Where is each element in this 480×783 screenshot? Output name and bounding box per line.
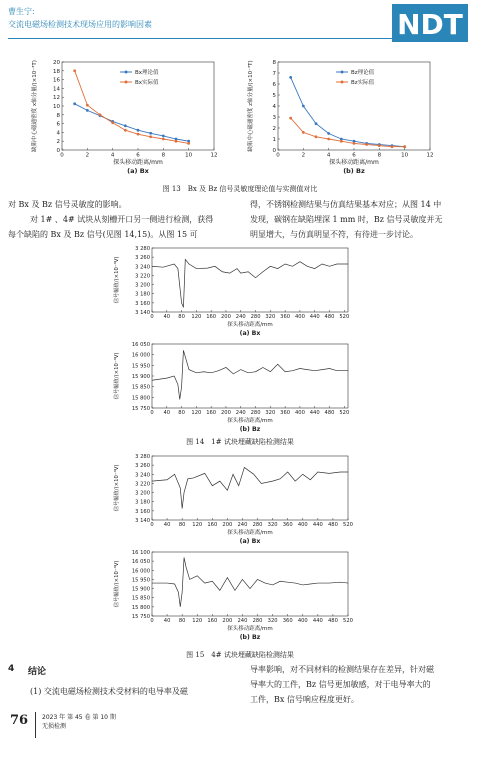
- plot-frame: [152, 456, 348, 520]
- series-line-2: [291, 118, 405, 147]
- x-tick-label: 0: [150, 314, 154, 321]
- x-tick-label: 240: [235, 410, 246, 417]
- data-point: [175, 140, 178, 143]
- x-tick-label: 80: [178, 314, 185, 321]
- body-right-1: 得，不锈钢检测结果与仿真结果基本对应；从图 14 中: [250, 200, 442, 209]
- y-tick-label: 4: [56, 130, 60, 137]
- x-tick-label: 480: [327, 618, 338, 625]
- x-tick-label: 40: [163, 410, 171, 417]
- y-tick-label: 15 750: [131, 614, 150, 620]
- x-tick-label: 240: [237, 522, 248, 529]
- data-point: [327, 132, 330, 135]
- x-tick-label: 480: [327, 522, 338, 529]
- y-tick-label: 16 100: [131, 550, 150, 556]
- y-tick-label: 7: [272, 71, 276, 77]
- x-tick-label: 10: [401, 152, 409, 159]
- x-tick-label: 400: [294, 410, 305, 417]
- plot-frame: [152, 344, 348, 408]
- y-tick-label: 6: [56, 121, 60, 128]
- x-tick-label: 320: [265, 410, 276, 417]
- x-tick-label: 400: [294, 314, 305, 321]
- x-tick-label: 440: [312, 522, 323, 529]
- x-tick-label: 360: [280, 314, 291, 321]
- y-axis-label: 信号幅值/(×10⁻⁴V): [114, 464, 120, 512]
- figure-15: [110, 452, 370, 646]
- data-point: [315, 122, 318, 125]
- x-tick-label: 12: [210, 152, 218, 159]
- subfigure-label: (b) Bz: [239, 634, 261, 641]
- x-tick-label: 200: [221, 314, 231, 321]
- x-tick-label: 320: [265, 314, 276, 321]
- x-axis-label: 探头移动距离/mm: [227, 530, 273, 536]
- x-tick-label: 120: [192, 618, 203, 625]
- x-tick-label: 2: [301, 152, 306, 159]
- x-tick-label: 160: [206, 314, 217, 321]
- y-tick-label: 3 220: [135, 481, 150, 488]
- body-left-p2a: 对 1# 、4# 试块从刻槽开口另一侧进行检测，获得: [30, 215, 214, 224]
- x-tick-label: 240: [237, 618, 248, 625]
- x-tick-label: 160: [207, 618, 218, 625]
- data-point: [391, 145, 394, 148]
- body-right-3: 明显增大，与仿真明显不符，有待进一步讨论。: [250, 230, 418, 239]
- x-tick-label: 320: [267, 522, 278, 529]
- x-tick-label: 200: [221, 410, 231, 417]
- figure-13: [20, 58, 460, 178]
- x-tick-label: 440: [309, 410, 320, 417]
- y-tick-label: 3 160: [135, 300, 150, 307]
- body-left-p2b: 每个缺陷的 Bx 及 Bz 信号(见图 14,15)。从图 15 可: [8, 230, 198, 239]
- y-tick-label: 8: [272, 60, 276, 66]
- legend-label: Bz实际值: [351, 80, 375, 86]
- x-tick-label: 12: [426, 152, 434, 159]
- legend-label: Bz理论值: [351, 70, 375, 76]
- legend-marker: [125, 81, 128, 84]
- x-tick-label: 360: [280, 410, 291, 417]
- y-axis-label: 缺陷中心磁通密度 x轴分量/(×10⁻³T): [32, 60, 38, 152]
- data-point: [149, 135, 152, 138]
- y-tick-label: 3 140: [135, 310, 150, 316]
- y-tick-label: 3 240: [135, 264, 150, 271]
- data-point: [302, 105, 305, 108]
- x-tick-label: 4: [326, 152, 331, 159]
- y-tick-label: 3: [272, 115, 276, 121]
- footer-issue: 2023 年 第 45 卷 第 10 期: [42, 714, 116, 721]
- x-axis-label: 探头移动距离/mm: [329, 159, 379, 166]
- y-tick-label: 15 800: [131, 604, 150, 611]
- x-tick-label: 0: [150, 410, 154, 417]
- y-tick-label: 3 180: [135, 499, 150, 506]
- y-axis-label: 信号幅值/(×10⁻⁴V): [114, 352, 120, 400]
- x-tick-label: 400: [297, 522, 308, 529]
- series-line-1: [152, 259, 348, 307]
- y-axis-label: 信号幅值/(×10⁻⁴V): [114, 256, 120, 304]
- subfigure-label: (b) Bz: [239, 426, 261, 432]
- data-point: [340, 140, 343, 143]
- legend-marker: [341, 81, 344, 84]
- y-tick-label: 16 000: [131, 568, 150, 575]
- y-tick-label: 16 050: [131, 342, 150, 348]
- data-point: [124, 124, 127, 127]
- data-point: [73, 69, 76, 72]
- x-tick-label: 8: [161, 152, 166, 159]
- data-point: [289, 76, 292, 79]
- data-point: [187, 142, 190, 145]
- conclusion-right-1: 导率影响，对不同材料的检测结果存在差异，针对磁: [250, 665, 434, 674]
- series-line-1: [152, 557, 348, 606]
- y-tick-label: 3 200: [135, 282, 150, 289]
- y-tick-label: 3 180: [135, 291, 150, 298]
- series-line-1: [152, 467, 348, 508]
- header-rule: [8, 38, 392, 39]
- footer-info: [42, 713, 116, 731]
- data-point: [99, 113, 102, 116]
- series-line-1: [152, 350, 348, 399]
- data-point: [403, 145, 406, 148]
- x-tick-label: 0: [150, 618, 154, 625]
- ndt-logo: [392, 4, 468, 42]
- y-tick-label: 12: [53, 95, 60, 102]
- y-tick-label: 15 900: [131, 586, 150, 593]
- x-tick-label: 80: [178, 410, 185, 417]
- data-point: [86, 109, 89, 112]
- footer-divider: [35, 712, 36, 738]
- x-tick-label: 320: [267, 618, 278, 625]
- conclusion-right-2: 导率大的工件，Bz 信号更加敏感，对于电导率大的: [250, 680, 431, 689]
- legend-marker: [341, 71, 344, 74]
- x-tick-label: 440: [309, 314, 320, 321]
- subfigure-label: (a) Bx: [239, 538, 261, 545]
- y-tick-label: 0: [56, 148, 60, 154]
- figure-14: [110, 244, 370, 432]
- y-tick-label: 3 260: [135, 463, 150, 470]
- y-tick-label: 8: [56, 112, 60, 119]
- y-tick-label: 1: [272, 137, 276, 143]
- body-right-2: 发现，碳钢在缺陷埋深 1 mm 时，Bz 信号灵敏度并无: [250, 215, 443, 224]
- x-tick-label: 160: [206, 410, 217, 417]
- x-tick-label: 120: [191, 314, 202, 321]
- section-title: 结论: [28, 667, 47, 677]
- x-tick-label: 200: [222, 522, 233, 529]
- data-point: [73, 102, 76, 105]
- x-tick-label: 6: [352, 152, 356, 159]
- x-tick-label: 280: [250, 410, 261, 417]
- svg-text:NDT: NDT: [397, 8, 463, 41]
- x-tick-label: 0: [150, 522, 154, 529]
- x-tick-label: 360: [282, 618, 293, 625]
- y-tick-label: 16 000: [131, 352, 150, 359]
- x-tick-label: 4: [110, 152, 115, 159]
- y-tick-label: 20: [53, 60, 60, 66]
- y-tick-label: 3 140: [135, 518, 150, 524]
- data-point: [302, 131, 305, 134]
- x-tick-label: 8: [377, 152, 382, 159]
- y-axis-label: 缺陷中心磁通密度 z轴分量/(×10⁻³T): [248, 60, 254, 152]
- x-tick-label: 120: [191, 410, 202, 417]
- data-point: [124, 129, 127, 132]
- y-tick-label: 15 950: [131, 363, 150, 370]
- legend-label: Bx理论值: [135, 70, 159, 76]
- data-point: [289, 117, 292, 120]
- x-tick-label: 0: [276, 152, 280, 159]
- legend-label: Bx实际值: [135, 80, 159, 86]
- x-tick-label: 280: [252, 522, 263, 529]
- x-tick-label: 120: [192, 522, 203, 529]
- y-tick-label: 15 800: [131, 395, 150, 402]
- x-tick-label: 40: [163, 618, 171, 625]
- x-tick-label: 440: [312, 618, 323, 625]
- y-tick-label: 3 220: [135, 273, 150, 280]
- section-number: 4: [8, 664, 15, 674]
- x-axis-label: 探头移动距离/mm: [113, 159, 163, 166]
- x-axis-label: 探头移动距离/mm: [227, 418, 273, 424]
- y-tick-label: 15 950: [131, 577, 150, 584]
- y-tick-label: 15 900: [131, 374, 150, 380]
- x-tick-label: 520: [343, 522, 353, 529]
- data-point: [86, 104, 89, 107]
- x-tick-label: 10: [185, 152, 193, 159]
- x-tick-label: 480: [324, 314, 335, 321]
- footer-journal: 无损检测: [42, 723, 67, 730]
- y-tick-label: 15 850: [131, 595, 150, 602]
- x-tick-label: 80: [178, 618, 186, 625]
- data-point: [111, 121, 114, 124]
- body-left-p1: 对 Bx 及 Bz 信号灵敏度的影响。: [8, 200, 127, 209]
- data-point: [162, 138, 165, 141]
- x-tick-label: 200: [222, 618, 233, 625]
- conclusion-left: (1) 交流电磁场检测技术受材料的电导率及磁: [30, 687, 188, 696]
- data-point: [378, 144, 381, 147]
- series-line-1: [75, 104, 189, 141]
- y-tick-label: 3 240: [135, 472, 150, 479]
- x-tick-label: 520: [339, 410, 350, 417]
- x-tick-label: 160: [207, 522, 218, 529]
- figure-13-caption: 图 13 Bx 及 Bz 信号灵敏度理论值与实测值对比: [162, 185, 318, 193]
- data-point: [149, 132, 152, 135]
- y-tick-label: 16: [53, 77, 60, 84]
- subfigure-label: (a) Bx: [127, 167, 149, 175]
- y-tick-label: 2: [56, 139, 60, 146]
- y-tick-label: 6: [272, 82, 276, 88]
- y-tick-label: 0: [272, 148, 276, 154]
- y-tick-label: 3 260: [135, 255, 150, 262]
- x-tick-label: 520: [339, 314, 350, 321]
- x-axis-label: 探头移动距离/mm: [227, 626, 273, 632]
- x-tick-label: 40: [163, 522, 171, 529]
- data-point: [137, 129, 140, 132]
- figure-15-caption: 图 15 4# 试块埋藏缺陷检测结果: [186, 651, 294, 659]
- data-point: [327, 138, 330, 141]
- x-tick-label: 400: [297, 618, 308, 625]
- data-point: [353, 142, 356, 145]
- x-tick-label: 480: [324, 410, 335, 417]
- legend-marker: [125, 71, 128, 74]
- x-tick-label: 40: [163, 314, 171, 321]
- header-article-title: 交流电磁场检测技术现场应用的影响因素: [8, 20, 152, 29]
- data-point: [162, 135, 165, 138]
- y-tick-label: 4: [272, 104, 276, 110]
- x-tick-label: 80: [178, 522, 186, 529]
- subfigure-label: (b) Bz: [343, 167, 365, 175]
- x-tick-label: 280: [252, 618, 263, 625]
- data-point: [137, 133, 140, 136]
- y-tick-label: 18: [53, 68, 60, 75]
- series-line-1: [291, 77, 405, 146]
- plot-frame: [152, 552, 348, 616]
- y-tick-label: 5: [272, 93, 276, 99]
- x-tick-label: 0: [60, 152, 64, 159]
- y-tick-label: 10: [53, 104, 60, 110]
- y-tick-label: 15 850: [131, 384, 150, 391]
- y-axis-label: 信号幅值/(×10⁻⁴V): [114, 560, 120, 608]
- x-tick-label: 6: [136, 152, 140, 159]
- subfigure-label: (a) Bx: [239, 330, 261, 337]
- y-tick-label: 3 200: [135, 490, 150, 497]
- conclusion-right-3: 工件，Bx 信号响应程度更好。: [250, 695, 359, 704]
- x-axis-label: 探头移动距离/mm: [227, 322, 273, 328]
- y-tick-label: 15 750: [131, 406, 150, 412]
- y-tick-label: 3 280: [135, 454, 150, 460]
- x-tick-label: 280: [250, 314, 261, 321]
- x-tick-label: 520: [343, 618, 353, 625]
- x-tick-label: 2: [85, 152, 90, 159]
- figure-14-caption: 图 14 1# 试块埋藏缺陷检测结果: [186, 438, 294, 446]
- x-tick-label: 360: [282, 522, 293, 529]
- y-tick-label: 16 050: [131, 559, 150, 566]
- data-point: [315, 135, 318, 138]
- header-author: 曹生宁:: [8, 7, 35, 16]
- y-tick-label: 2: [272, 126, 276, 132]
- y-tick-label: 3 160: [135, 508, 150, 515]
- x-tick-label: 240: [235, 314, 246, 321]
- y-tick-label: 14: [53, 86, 60, 93]
- data-point: [365, 143, 368, 146]
- page-number: 76: [10, 713, 29, 728]
- y-tick-label: 3 280: [135, 246, 150, 252]
